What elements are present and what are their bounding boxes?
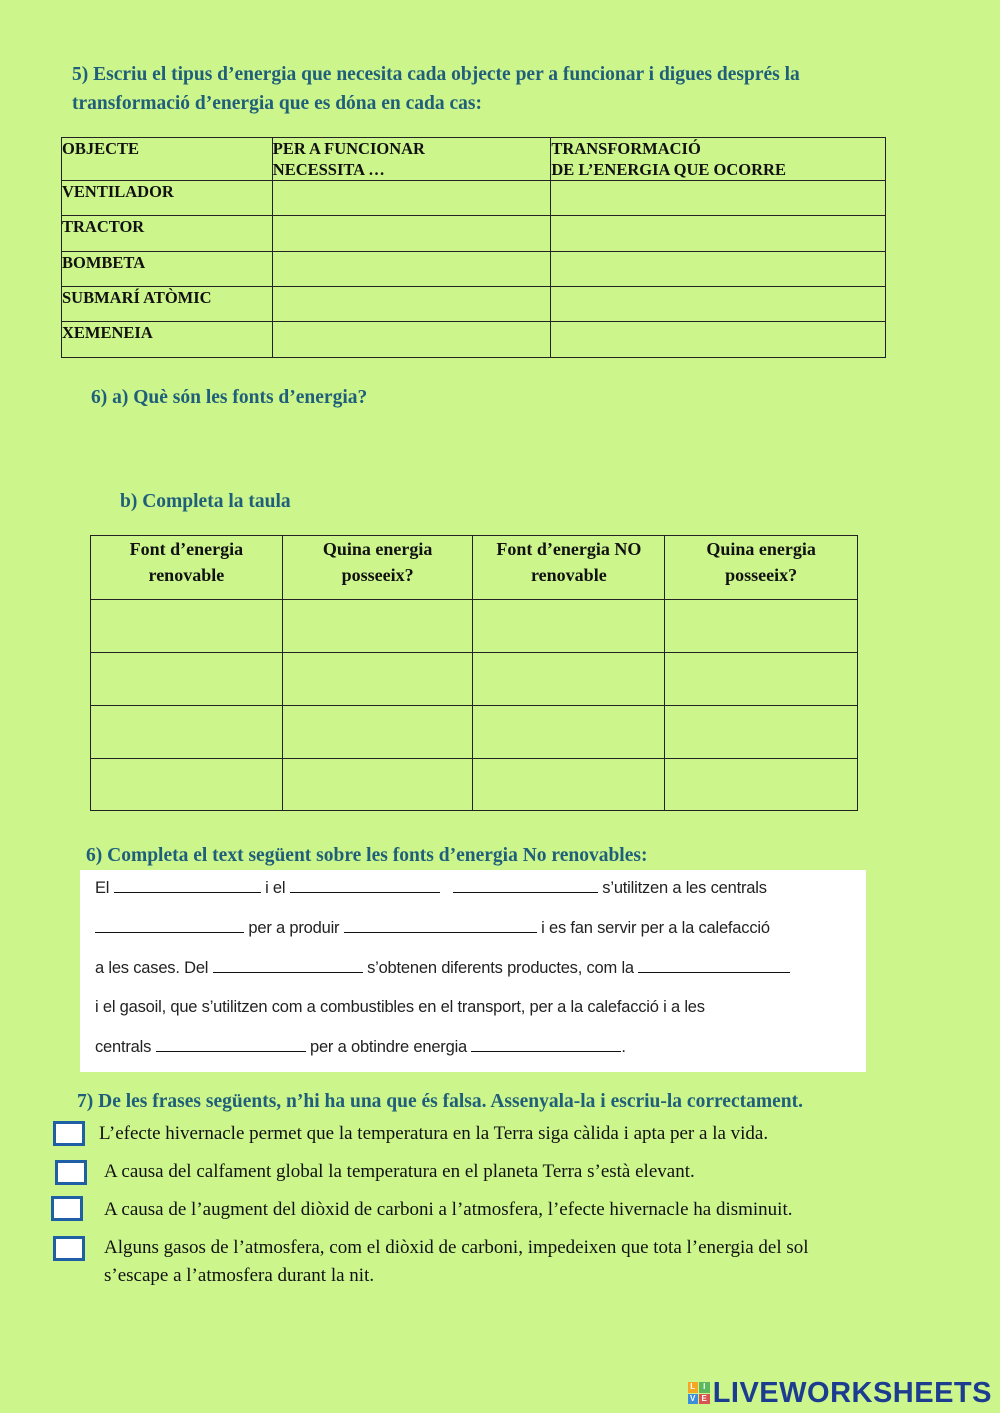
answer-cell[interactable] [665, 759, 858, 811]
fill-in-text-box [80, 870, 866, 1072]
answer-cell[interactable] [91, 653, 283, 706]
answer-cell[interactable] [282, 600, 473, 653]
table-header-row [62, 138, 886, 181]
header-quina-energia: Quina energia posseeix? [282, 536, 473, 600]
logo-text: LIVEWORKSHEETS [712, 1376, 992, 1409]
answer-cell[interactable] [665, 653, 858, 706]
blank-field[interactable] [344, 919, 537, 933]
logo-mark-letter: I [699, 1382, 710, 1393]
table-row [91, 600, 858, 653]
answer-cell[interactable] [272, 216, 551, 252]
answer-cell[interactable] [665, 600, 858, 653]
statement-3: A causa de l’augment del diòxid de carboni a l’atmosfera, l’efecte hivernacle ha disminuit. [104, 1199, 793, 1220]
answer-cell[interactable] [473, 759, 665, 811]
q6b-title: b) Completa la taula [120, 491, 291, 512]
answer-cell[interactable] [551, 322, 886, 358]
header-objecte: OBJECTE [62, 138, 273, 181]
answer-cell[interactable] [91, 759, 283, 811]
text-line-5: centrals per a obtindre energia . [95, 1038, 626, 1056]
object-name: VENTILADOR [62, 181, 273, 216]
blank-field[interactable] [471, 1038, 621, 1052]
object-name: XEMENEIA [62, 322, 273, 358]
blank-field[interactable] [114, 879, 261, 893]
statement-checkbox-1[interactable] [53, 1121, 85, 1146]
liveworksheets-logo [688, 1376, 992, 1410]
header-quina-energia: Quina energia posseeix? [665, 536, 858, 600]
q7-title: 7) De les frases següents, n’hi ha una que és falsa. Assenyala-la i escriu-la correctament. [77, 1091, 803, 1112]
liveworksheets-mark-icon [688, 1382, 710, 1404]
table-row [62, 216, 886, 252]
table-row [91, 759, 858, 811]
table-row [62, 287, 886, 322]
blank-field[interactable] [156, 1038, 306, 1052]
header-font-renovable: Font d’energia renovable [91, 536, 283, 600]
statement-checkbox-3[interactable] [51, 1196, 83, 1221]
answer-cell[interactable] [665, 706, 858, 759]
answer-cell[interactable] [473, 600, 665, 653]
blank-field[interactable] [213, 959, 363, 973]
statement-4: Alguns gasos de l’atmosfera, com el diòxid de carboni, impedeixen que tota l’energia del sol s’escape a l’atmosfera durant la nit. [104, 1237, 809, 1286]
header-necessita: PER A FUNCIONAR NECESSITA … [272, 138, 551, 181]
blank-field[interactable] [95, 919, 244, 933]
statement-1: L’efecte hivernacle permet que la temperatura en la Terra siga càlida i apta per a la vida. [99, 1123, 769, 1144]
object-name: TRACTOR [62, 216, 273, 252]
table-row [91, 706, 858, 759]
object-name: SUBMARÍ ATÒMIC [62, 287, 273, 322]
blank-field[interactable] [638, 959, 790, 973]
answer-cell[interactable] [551, 181, 886, 216]
q6a-title: 6) a) Què són les fonts d’energia? [91, 387, 368, 408]
answer-cell[interactable] [473, 706, 665, 759]
statement-checkbox-4[interactable] [53, 1236, 85, 1261]
logo-mark-letter: L [688, 1382, 699, 1393]
object-name: BOMBETA [62, 252, 273, 287]
q5-title: 5) Escriu el tipus d’energia que necesita cada objecte per a funcionar i digues després la transformació d’energia que es dóna en cada cas: [72, 64, 800, 114]
q6b-table [90, 535, 858, 811]
table-row [62, 322, 886, 358]
answer-cell[interactable] [272, 181, 551, 216]
text-line-2: per a produir i es fan servir per a la calefacció [95, 919, 770, 938]
logo-mark-letter: V [688, 1394, 699, 1405]
header-transformacio: TRANSFORMACIÓ DE L’ENERGIA QUE OCORRE [551, 138, 886, 181]
text-line-3: a les cases. Del s’obtenen diferents productes, com la [95, 959, 790, 978]
table-row [91, 653, 858, 706]
table-row [62, 181, 886, 216]
answer-cell[interactable] [91, 706, 283, 759]
table-header-row [91, 536, 858, 600]
answer-cell[interactable] [551, 252, 886, 287]
logo-mark-letter: E [699, 1394, 710, 1405]
q6c-title: 6) Completa el text següent sobre les fonts d’energia No renovables: [86, 845, 648, 866]
header-font-no-renovable: Font d’energia NO renovable [473, 536, 665, 600]
answer-cell[interactable] [473, 653, 665, 706]
table-row [62, 252, 886, 287]
blank-field[interactable] [290, 879, 440, 893]
answer-cell[interactable] [282, 653, 473, 706]
blank-field[interactable] [453, 879, 598, 893]
answer-cell[interactable] [272, 322, 551, 358]
answer-cell[interactable] [272, 252, 551, 287]
answer-cell[interactable] [551, 216, 886, 252]
text-line-4: i el gasoil, que s’utilitzen com a combustibles en el transport, per a la calefacció i a les [95, 998, 705, 1016]
answer-cell[interactable] [282, 706, 473, 759]
answer-cell[interactable] [282, 759, 473, 811]
answer-cell[interactable] [91, 600, 283, 653]
answer-cell[interactable] [551, 287, 886, 322]
statement-checkbox-2[interactable] [55, 1160, 87, 1185]
answer-cell[interactable] [272, 287, 551, 322]
statement-2: A causa del calfament global la temperatura en el planeta Terra s’està elevant. [104, 1161, 695, 1182]
q5-table [61, 137, 886, 358]
text-line-1: El i el s’utilitzen a les centrals [95, 879, 767, 897]
